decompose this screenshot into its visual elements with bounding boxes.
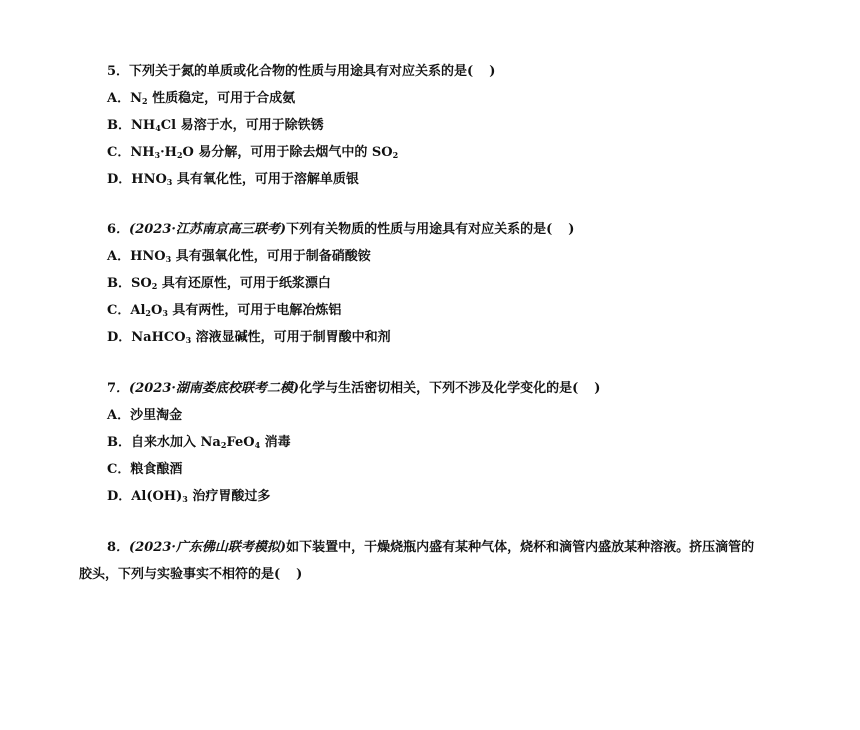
option-text: 自来水加入 Na [131, 435, 221, 450]
subscript: 3 [154, 150, 161, 160]
subscript: 3 [182, 494, 188, 504]
option-b [107, 433, 291, 453]
option-text: 具有还原性，可用于纸浆漂白 [157, 276, 331, 291]
question-number: 6 [107, 222, 117, 237]
question-text: 如下装置中，干燥烧瓶内盛有某种气体，烧杯和滴管内盛放某种溶液。挤压滴管的 [286, 540, 755, 555]
option-text: NH [131, 118, 156, 133]
option-text: NH [130, 145, 155, 160]
question-paren-close: ) [296, 567, 303, 582]
question-paren-close: ) [594, 381, 601, 396]
question-source: ．(2023·江苏南京高三联考) [116, 222, 287, 237]
option-key: B [107, 276, 118, 291]
option-d [107, 487, 270, 507]
question-number: 8 [107, 540, 117, 555]
question-8-stem-line2 [79, 565, 302, 585]
subscript: 2 [220, 440, 227, 450]
option-text: SO [131, 276, 152, 291]
option-text: Al [130, 303, 146, 318]
subscript: 3 [166, 177, 173, 187]
option-separator: ． [118, 118, 132, 133]
question-6-stem [107, 220, 574, 240]
option-a [107, 406, 182, 426]
option-text: 性质稳定，可用于合成氨 [147, 91, 296, 106]
subscript: 2 [145, 308, 151, 318]
option-key: A [107, 249, 118, 264]
option-separator: ． [118, 489, 132, 504]
option-key: A [107, 408, 118, 423]
option-key: C [107, 303, 118, 318]
question-number: 5 [107, 64, 117, 79]
option-a [107, 247, 371, 267]
question-text: 胶头，下列与实验事实不相符的是( [79, 567, 281, 582]
option-text: O 易分解，可用于除去烟气中的 SO [182, 145, 393, 160]
subscript: 2 [392, 150, 399, 160]
question-text: ．下列关于氮的单质或化合物的性质与用途具有对应关系的是( [116, 64, 474, 79]
option-text: FeO [226, 435, 255, 450]
question-8-stem [107, 538, 754, 558]
question-source: ．(2023·湖南娄底校联考二模) [116, 381, 300, 396]
option-separator: ． [117, 303, 131, 318]
subscript: 4 [254, 440, 261, 450]
subscript: 3 [162, 308, 168, 318]
option-separator: ． [118, 330, 132, 345]
option-b [107, 116, 324, 136]
subscript: 2 [142, 96, 148, 106]
option-separator: ． [118, 435, 132, 450]
option-text: HNO [130, 249, 166, 264]
option-key: C [107, 145, 118, 160]
option-c [107, 460, 182, 480]
option-separator: ． [117, 408, 131, 423]
option-key: D [107, 489, 119, 504]
option-text: HNO [131, 172, 167, 187]
question-text: 下列有关物质的性质与用途具有对应关系的是( [286, 222, 553, 237]
option-text: Al(OH) [131, 489, 183, 504]
option-key: C [107, 462, 118, 477]
question-paren-close: ) [568, 222, 575, 237]
option-separator: ． [117, 145, 131, 160]
option-text: N [130, 91, 142, 106]
option-key: A [107, 91, 118, 106]
option-text: O [150, 303, 163, 318]
option-text: Cl 易溶于水，可用于除铁锈 [160, 118, 324, 133]
option-c [107, 143, 398, 163]
option-text: 具有氧化性，可用于溶解单质银 [172, 172, 359, 187]
subscript: 2 [176, 150, 183, 160]
question-source: ．(2023·广东佛山联考模拟) [116, 540, 287, 555]
question-7-stem [107, 379, 600, 399]
option-separator: ． [117, 249, 131, 264]
option-text: 粮食酿酒 [130, 462, 183, 477]
option-separator: ． [117, 462, 131, 477]
option-key: B [107, 435, 118, 450]
option-key: D [107, 172, 119, 187]
option-separator: ． [118, 276, 132, 291]
option-text: 具有两性，可用于电解冶炼铝 [167, 303, 342, 318]
subscript: 3 [165, 254, 172, 264]
option-separator: ． [117, 91, 131, 106]
question-text: 化学与生活密切相关，下列不涉及化学变化的是( [299, 381, 579, 396]
option-text: 沙里淘金 [130, 408, 183, 423]
option-c [107, 301, 341, 321]
option-text: 溶液显碱性，可用于制胃酸中和剂 [191, 330, 391, 345]
option-b [107, 274, 331, 294]
option-text: 治疗胃酸过多 [187, 489, 271, 504]
option-a [107, 89, 295, 109]
question-5-stem [107, 62, 495, 82]
option-d [107, 170, 359, 190]
option-d [107, 328, 391, 348]
subscript: 2 [151, 281, 158, 291]
subscript: 3 [185, 335, 192, 345]
question-number: 7 [107, 381, 117, 396]
option-key: B [107, 118, 118, 133]
option-text: ·H [160, 145, 177, 160]
option-text: 具有强氧化性，可用于制备硝酸铵 [171, 249, 371, 264]
option-text: 消毒 [260, 435, 291, 450]
option-text: NaHCO [131, 330, 186, 345]
option-key: D [107, 330, 119, 345]
option-separator: ． [118, 172, 132, 187]
subscript: 4 [155, 123, 161, 133]
question-paren-close: ) [489, 64, 496, 79]
